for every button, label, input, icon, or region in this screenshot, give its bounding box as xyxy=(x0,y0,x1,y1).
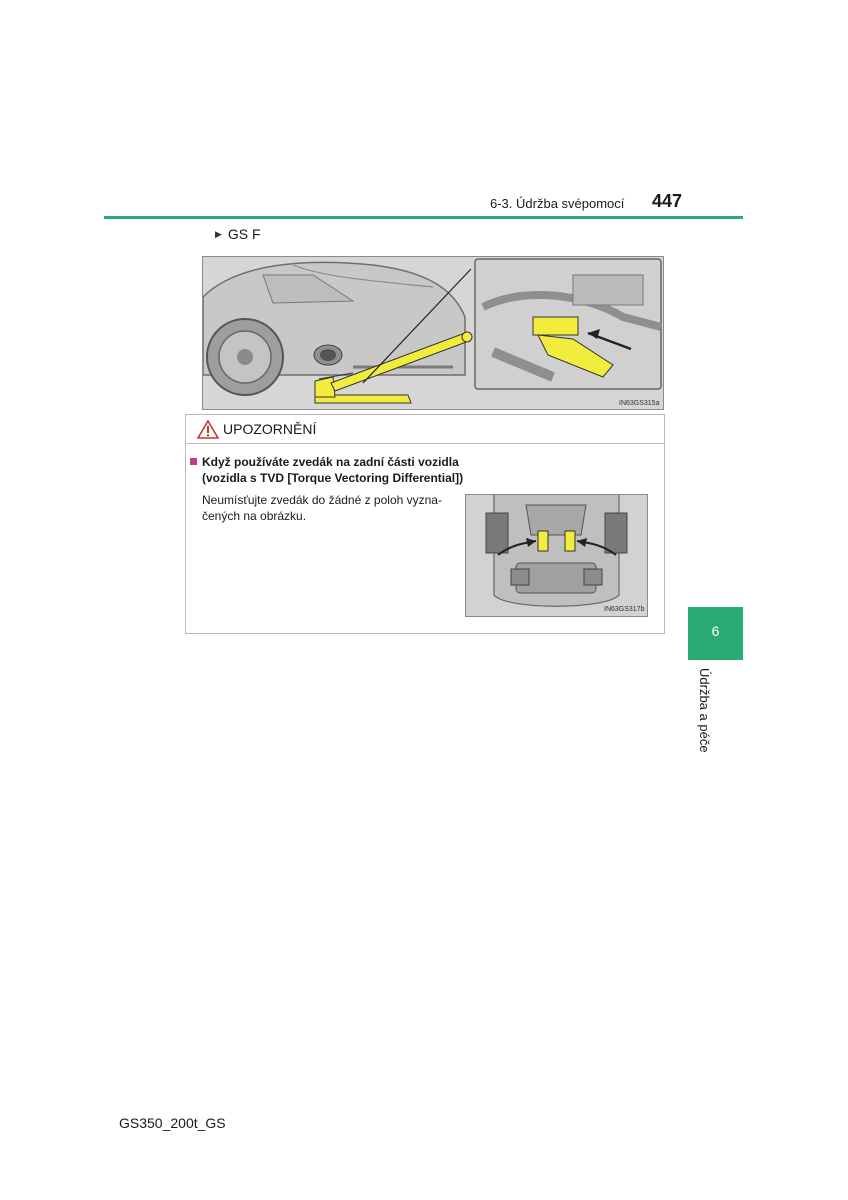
warning-header xyxy=(186,415,664,444)
chapter-label: Údržba a péče xyxy=(697,668,712,753)
section-title: 6-3. Údržba svépomocí xyxy=(490,196,625,211)
warning-heading xyxy=(202,454,657,486)
underbody-illustration xyxy=(465,494,648,617)
car-jack-drawing xyxy=(203,257,663,409)
triangle-right-icon: ▶ xyxy=(215,229,222,239)
warning-text-line: Neumísťujte zvedák do žádné z poloh vyzna- xyxy=(202,493,442,507)
underbody-drawing xyxy=(466,495,647,616)
warning-bullet xyxy=(190,458,197,465)
chapter-number: 6 xyxy=(711,623,720,639)
header-divider xyxy=(104,216,743,219)
warning-text xyxy=(202,492,454,524)
footer-model: GS350_200t_GS xyxy=(119,1115,226,1131)
figure-warning-code: IN63GS317b xyxy=(604,606,645,613)
jack-illustration xyxy=(202,256,664,410)
warning-text-line: čených na obrázku. xyxy=(202,509,307,523)
warning-title: UPOZORNĚNÍ xyxy=(223,421,317,437)
warning-box xyxy=(185,414,665,634)
warning-triangle-icon xyxy=(197,420,219,439)
figure-main-code: IN63GS315a xyxy=(619,400,660,407)
warning-heading-line: Když používáte zvedák na zadní části vozidla xyxy=(202,455,459,469)
variant-heading xyxy=(215,226,261,242)
chapter-tab xyxy=(688,607,743,660)
page-number: 447 xyxy=(652,191,683,211)
warning-heading-line: (vozidla s TVD [Torque Vectoring Differential]) xyxy=(202,471,464,485)
variant-label: GS F xyxy=(227,226,261,242)
